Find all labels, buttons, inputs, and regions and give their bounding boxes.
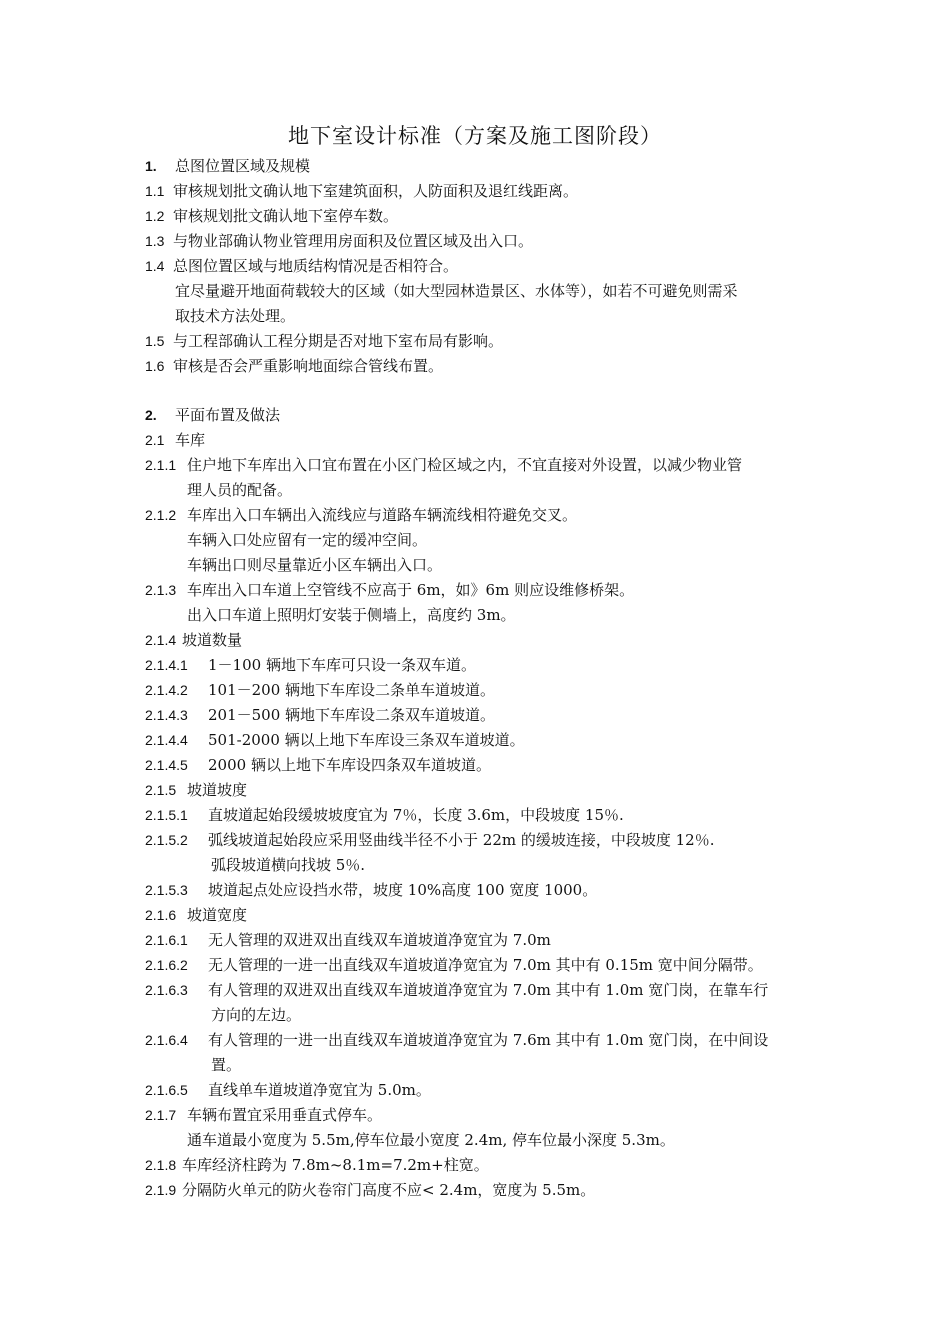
item-text: 201－500 辆地下车库设二条双车道坡道。 bbox=[208, 706, 496, 724]
item-text: 与物业部确认物业管理用房面积及位置区域及出入口。 bbox=[173, 232, 534, 250]
item-text: 501-2000 辆以上地下车库设三条双车道坡道。 bbox=[208, 731, 525, 749]
item-number: 2.1.6 bbox=[145, 907, 177, 923]
item-text: 总图位置区域及规模 bbox=[175, 157, 311, 175]
continuation-text: 宜尽量避开地面荷载较大的区域（如大型园林造景区、水体等），如若不可避免则需采 bbox=[175, 282, 738, 300]
item-number: 2.1.5.3 bbox=[145, 882, 188, 898]
item-number: 2.1.4.3 bbox=[145, 707, 188, 723]
item-text: 有人管理的双进双出直线双车道坡道净宽宜为 7.0m 其中有 1.0m 宽门岗，在靠车行 bbox=[208, 981, 769, 999]
item-text: 车库 bbox=[175, 431, 206, 449]
item-number: 2. bbox=[145, 407, 157, 423]
item-text: 无人管理的双进双出直线双车道坡道净宽宜为 7.0m bbox=[208, 931, 551, 949]
continuation-text: 车辆入口处应留有一定的缓冲空间。 bbox=[187, 531, 428, 549]
item-number: 2.1.6.4 bbox=[145, 1032, 188, 1048]
item-text: 有人管理的一进一出直线双车道坡道净宽宜为 7.6m 其中有 1.0m 宽门岗，在中间设 bbox=[208, 1031, 769, 1049]
item-number: 2.1.6.1 bbox=[145, 932, 188, 948]
item-number: 2.1.4 bbox=[145, 632, 177, 648]
continuation-text: 理人员的配备。 bbox=[187, 481, 293, 499]
item-text: 101－200 辆地下车库设二条单车道坡道。 bbox=[208, 681, 496, 699]
item-text: 审核规划批文确认地下室建筑面积，人防面积及退红线距离。 bbox=[173, 182, 579, 200]
item-number: 2.1.7 bbox=[145, 1107, 177, 1123]
item-text: 坡道坡度 bbox=[187, 781, 248, 799]
item-number: 2.1.9 bbox=[145, 1182, 177, 1198]
item-text: 车库出入口车道上空管线不应高于 6m，如》6m 则应设维修桥架。 bbox=[187, 581, 635, 599]
item-number: 2.1.8 bbox=[145, 1157, 177, 1173]
item-number: 2.1.4.5 bbox=[145, 757, 188, 773]
item-number: 1.4 bbox=[145, 258, 165, 274]
item-number: 2.1.5.1 bbox=[145, 807, 188, 823]
item-text: 审核规划批文确认地下室停车数。 bbox=[173, 207, 399, 225]
item-number: 2.1.1 bbox=[145, 457, 177, 473]
item-number: 2.1.4.2 bbox=[145, 682, 188, 698]
item-text: 车库经济柱跨为 7.8m~8.1m=7.2m+柱宽。 bbox=[182, 1156, 489, 1174]
item-number: 1. bbox=[145, 158, 157, 174]
item-text: 1－100 辆地下车库可只设一条双车道。 bbox=[208, 656, 476, 674]
item-number: 1.2 bbox=[145, 208, 165, 224]
continuation-text: 车辆出口则尽量靠近小区车辆出入口。 bbox=[187, 556, 443, 574]
item-number: 2.1.5 bbox=[145, 782, 177, 798]
item-number: 1.6 bbox=[145, 358, 165, 374]
item-number: 2.1.4.4 bbox=[145, 732, 188, 748]
item-text: 住户地下车库出入口宜布置在小区门检区域之内，不宜直接对外设置，以减少物业管 bbox=[187, 456, 743, 474]
item-text: 车库出入口车辆出入流线应与道路车辆流线相符避免交叉。 bbox=[187, 506, 578, 524]
continuation-text: 方向的左边。 bbox=[211, 1006, 302, 1024]
item-text: 车辆布置宜采用垂直式停车。 bbox=[187, 1106, 383, 1124]
item-text: 2000 辆以上地下车库设四条双车道坡道。 bbox=[208, 756, 491, 774]
item-number: 1.1 bbox=[145, 183, 165, 199]
continuation-text: 弧段坡道横向找坡 5％. bbox=[211, 856, 366, 874]
item-number: 2.1.6.2 bbox=[145, 957, 188, 973]
item-number: 2.1.6.3 bbox=[145, 982, 188, 998]
item-number: 2.1.6.5 bbox=[145, 1082, 188, 1098]
continuation-text: 置。 bbox=[211, 1056, 242, 1074]
document-title: 地下室设计标准（方案及施工图阶段） bbox=[288, 124, 662, 148]
item-number: 2.1.2 bbox=[145, 507, 177, 523]
item-number: 2.1.5.2 bbox=[145, 832, 188, 848]
continuation-text: 出入口车道上照明灯安装于侧墙上，高度约 3m。 bbox=[187, 606, 516, 624]
item-text: 审核是否会严重影响地面综合管线布置。 bbox=[173, 357, 444, 375]
item-number: 2.1.3 bbox=[145, 582, 177, 598]
item-text: 坡道宽度 bbox=[187, 906, 248, 924]
item-text: 坡道数量 bbox=[182, 631, 243, 649]
item-text: 无人管理的一进一出直线双车道坡道净宽宜为 7.0m 其中有 0.15m 宽中间分隔带。 bbox=[208, 956, 763, 974]
continuation-text: 通车道最小宽度为 5.5m,停车位最小宽度 2.4m, 停车位最小深度 5.3m。 bbox=[187, 1131, 675, 1149]
item-number: 1.3 bbox=[145, 233, 165, 249]
item-text: 直线单车道坡道净宽宜为 5.0m。 bbox=[208, 1081, 431, 1099]
item-text: 与工程部确认工程分期是否对地下室布局有影响。 bbox=[173, 332, 504, 350]
item-number: 1.5 bbox=[145, 333, 165, 349]
item-text: 直坡道起始段缓坡坡度宜为 7％，长度 3.6m，中段坡度 15％. bbox=[208, 806, 624, 824]
continuation-text: 取技术方法处理。 bbox=[175, 307, 296, 325]
item-text: 坡道起点处应设挡水带，坡度 10%高度 100 宽度 1000。 bbox=[208, 881, 598, 899]
item-number: 2.1.4.1 bbox=[145, 657, 188, 673]
item-number: 2.1 bbox=[145, 432, 165, 448]
item-text: 分隔防火单元的防火卷帘门高度不应< 2.4m，宽度为 5.5m。 bbox=[182, 1181, 596, 1199]
item-text: 总图位置区域与地质结构情况是否相符合。 bbox=[173, 257, 459, 275]
item-text: 平面布置及做法 bbox=[175, 406, 281, 424]
item-text: 弧线坡道起始段应采用竖曲线半径不小于 22m 的缓坡连接，中段坡度 12％. bbox=[208, 831, 715, 849]
